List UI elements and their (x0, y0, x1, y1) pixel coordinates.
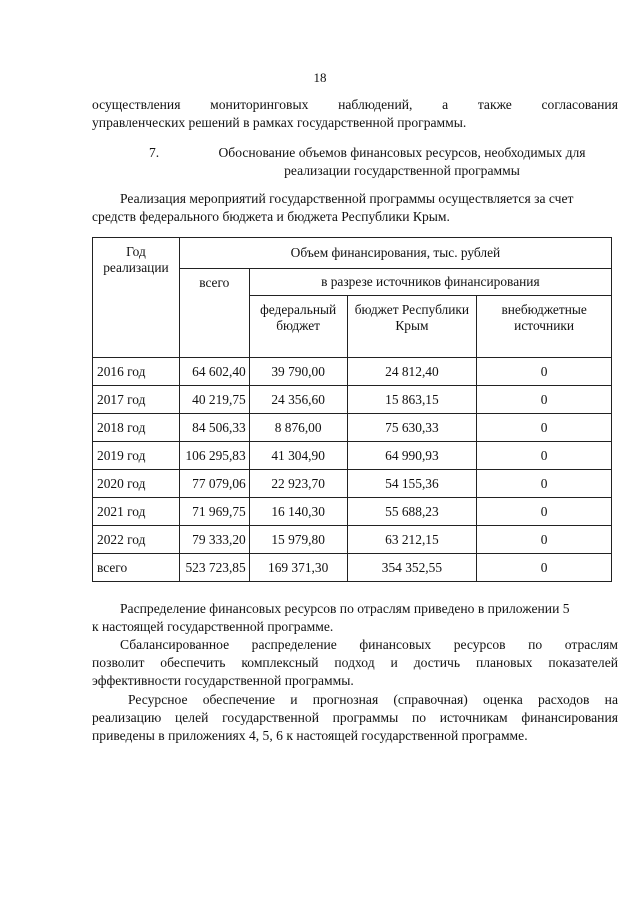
section-number: 7. (149, 145, 160, 160)
extra-cell: 0 (477, 442, 612, 470)
regional-cell: 64 990,93 (347, 442, 477, 470)
extra-cell: 0 (477, 498, 612, 526)
year-cell: 2018 год (93, 414, 180, 442)
regional-cell: 55 688,23 (347, 498, 477, 526)
federal-cell: 24 356,60 (249, 386, 347, 414)
federal-cell: 15 979,80 (249, 526, 347, 554)
extra-cell: 0 (477, 526, 612, 554)
page-number: 18 (313, 70, 327, 85)
year-cell: 2021 год (93, 498, 180, 526)
intro-line-2: управленческих решений в рамках государственной программы. (92, 115, 467, 130)
federal-cell: 39 790,00 (249, 358, 347, 386)
word: также (477, 97, 512, 112)
table-row (93, 414, 612, 442)
distribution-paragraph (92, 600, 618, 636)
word: а (442, 97, 449, 112)
distribution-line-2: к настоящей государственной программе. (92, 619, 334, 634)
resources-line-2: реализацию целей государственной программы по источникам финансирования (92, 710, 618, 725)
resources-line-1: Ресурсное обеспечение и прогнозная (справочная) оценка расходов на (128, 692, 618, 707)
year-cell: 2016 год (93, 358, 180, 386)
section-title (192, 144, 612, 180)
lead-line-2: средств федерального бюджета и бюджета Республики Крым. (92, 209, 450, 224)
regional-cell: 354 352,55 (347, 554, 477, 582)
balanced-line-1: Сбалансированное распределение финансовых ресурсов по отраслям (120, 637, 618, 652)
federal-cell: 41 304,90 (249, 442, 347, 470)
year-cell: 2017 год (93, 386, 180, 414)
year-cell: 2019 год (93, 442, 180, 470)
regional-cell: 24 812,40 (347, 358, 477, 386)
resources-paragraph (92, 691, 618, 745)
financing-table (92, 237, 612, 582)
year-cell: всего (93, 554, 180, 582)
federal-cell: 16 140,30 (249, 498, 347, 526)
section-title-line-2: реализации государственной программы (284, 163, 520, 178)
year-cell: 2022 год (93, 526, 180, 554)
balanced-line-2: позволит обеспечить комплексный подход и достичь плановых показателей (92, 655, 618, 670)
federal-cell: 22 923,70 (249, 470, 347, 498)
header-regional: бюджет Республики Крым (347, 296, 477, 358)
regional-cell: 54 155,36 (347, 470, 477, 498)
total-cell: 79 333,20 (179, 526, 249, 554)
intro-paragraph (92, 96, 618, 132)
total-cell: 71 969,75 (179, 498, 249, 526)
federal-cell: 169 371,30 (249, 554, 347, 582)
header-extra: внебюджетные источники (477, 296, 612, 358)
extra-cell: 0 (477, 358, 612, 386)
lead-paragraph (92, 190, 618, 226)
total-cell: 64 602,40 (179, 358, 249, 386)
total-cell: 84 506,33 (179, 414, 249, 442)
federal-cell: 8 876,00 (249, 414, 347, 442)
total-cell: 106 295,83 (179, 442, 249, 470)
word: осуществления (92, 97, 181, 112)
table-row (93, 470, 612, 498)
resources-line-3: приведены в приложениях 4, 5, 6 к настоящей государственной программе. (92, 728, 528, 743)
header-federal: федеральный бюджет (249, 296, 347, 358)
intro-line-1 (92, 96, 618, 114)
table-row (93, 526, 612, 554)
distribution-line-1: Распределение финансовых ресурсов по отраслям приведено в приложении 5 (120, 601, 570, 616)
section-title-line-1: Обоснование объемов финансовых ресурсов, необходимых для (218, 145, 586, 160)
extra-cell: 0 (477, 470, 612, 498)
table-row-total (93, 554, 612, 582)
extra-cell: 0 (477, 414, 612, 442)
balanced-line-3: эффективности государственной программы. (92, 673, 354, 688)
extra-cell: 0 (477, 386, 612, 414)
header-total: всего (179, 269, 249, 358)
table-row (93, 498, 612, 526)
word: наблюдений, (338, 97, 413, 112)
regional-cell: 15 863,15 (347, 386, 477, 414)
regional-cell: 63 212,15 (347, 526, 477, 554)
header-year: Год реализации (93, 238, 180, 358)
balanced-paragraph (92, 636, 618, 690)
word: согласования (541, 97, 618, 112)
word: мониторинговых (210, 97, 309, 112)
table-row (93, 442, 612, 470)
total-cell: 77 079,06 (179, 470, 249, 498)
year-cell: 2020 год (93, 470, 180, 498)
extra-cell: 0 (477, 554, 612, 582)
regional-cell: 75 630,33 (347, 414, 477, 442)
header-sources: в разрезе источников финансирования (249, 269, 611, 296)
total-cell: 40 219,75 (179, 386, 249, 414)
header-funding: Объем финансирования, тыс. рублей (179, 238, 611, 269)
total-cell: 523 723,85 (179, 554, 249, 582)
lead-line-1: Реализация мероприятий государственной программы осуществляется за счет (120, 191, 574, 206)
table-row (93, 386, 612, 414)
table-row (93, 358, 612, 386)
